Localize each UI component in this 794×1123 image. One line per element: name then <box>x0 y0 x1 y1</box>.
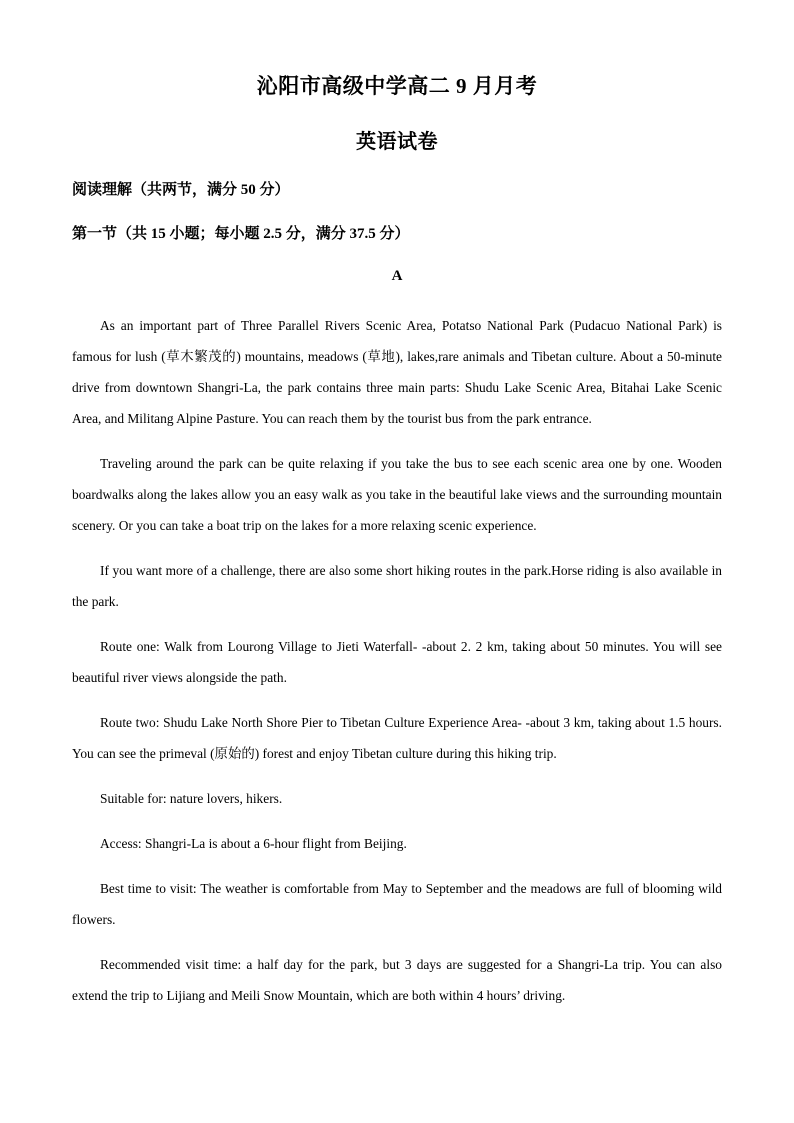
paragraph: If you want more of a challenge, there are also some short hiking routes in the park.Horse riding is also available in the park. <box>72 563 722 609</box>
section-heading: 第一节（共 15 小题；每小题 2.5 分，满分 37.5 分） <box>72 226 410 242</box>
part-heading: 阅读理解（共两节，满分 50 分） <box>72 182 290 198</box>
paragraph: Recommended visit time: a half day for the park, but 3 days are suggested for a Shangri-La trip. You can also extend the trip to Lijiang and Meili Snow Mountain, which are both within 4 hours’ driving. <box>72 957 722 1003</box>
paragraph: As an important part of Three Parallel Rivers Scenic Area, Potatso National Park (Pudacuo National Park) is famous for lush (草木繁茂的) mountains, meadows (草地), lakes,rare animals and Tibetan culture. About a 50-minute drive from downtown Shangri-La, the park contains three main parts: Shudu Lake Scenic Area, Bitahai Lake Scenic Area, and Militang Alpine Pasture. You can reach them by the tourist bus from the park entrance. <box>72 318 722 426</box>
exam-title: 沁阳市高级中学高二 9 月月考 <box>256 74 538 98</box>
paragraph: Suitable for: nature lovers, hikers. <box>100 791 283 806</box>
passage-body <box>72 310 722 1025</box>
paragraph: Traveling around the park can be quite relaxing if you take the bus to see each scenic area one by one. Wooden boardwalks along the lakes allow you an easy walk as you take in the beautiful lake views and the surrounding mountain scenery. Or you can take a boat trip on the lakes for a more relaxing scenic experience. <box>72 456 722 533</box>
paragraph: Best time to visit: The weather is comfortable from May to September and the meadows are full of blooming wild flowers. <box>72 881 722 927</box>
paragraph: Route two: Shudu Lake North Shore Pier to Tibetan Culture Experience Area- -about 3 km, taking about 1.5 hours. You can see the primeval (原始的) forest and enjoy Tibetan culture during this hiking trip. <box>72 715 722 761</box>
exam-subtitle: 英语试卷 <box>356 131 438 153</box>
paragraph: Access: Shangri-La is about a 6-hour flight from Beijing. <box>100 836 407 851</box>
passage-label: A <box>391 268 403 284</box>
paragraph: Route one: Walk from Lourong Village to Jieti Waterfall- -about 2. 2 km, taking about 50 minutes. You will see beautiful river views alongside the path. <box>72 639 722 685</box>
